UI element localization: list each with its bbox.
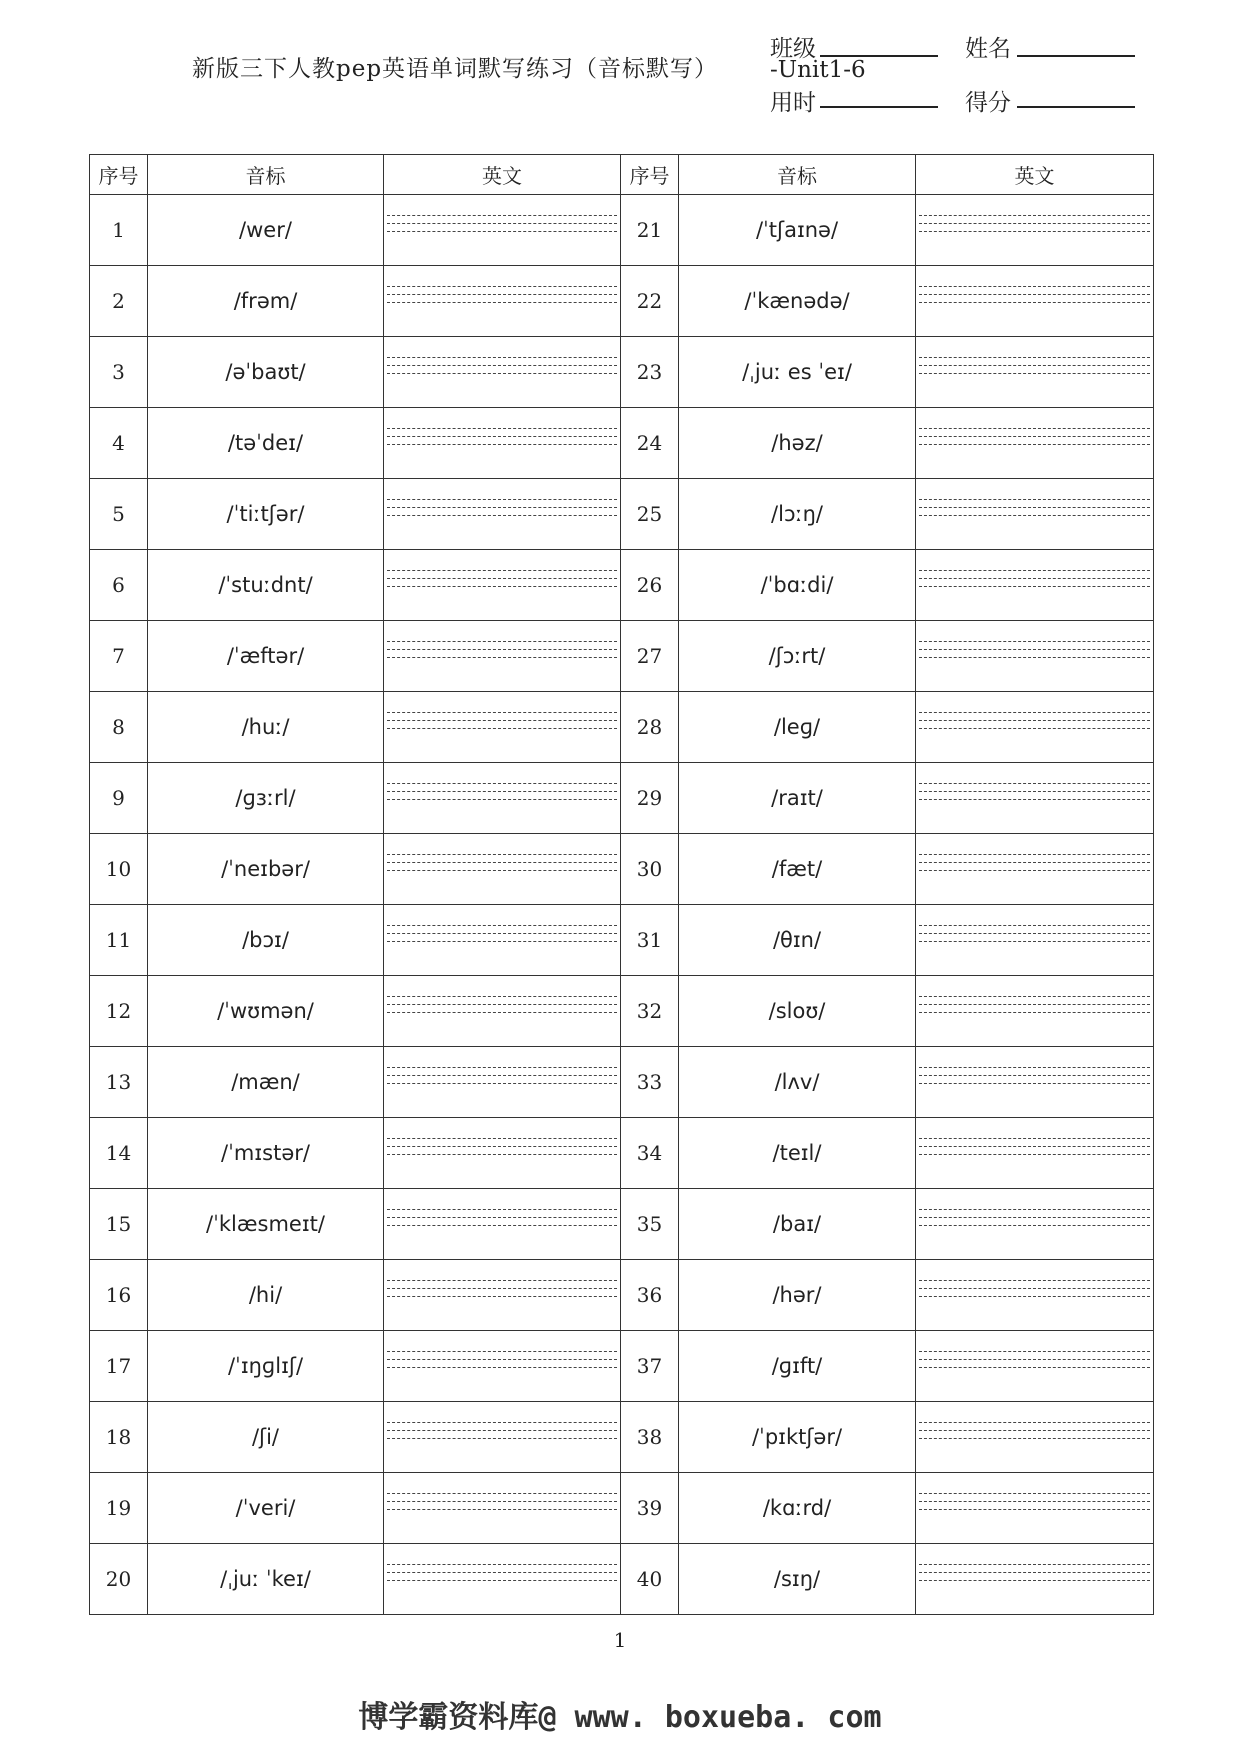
phonetic-cell: /təˈdeɪ/ — [148, 408, 384, 479]
phonetic-cell: /wer/ — [148, 195, 384, 266]
writing-guide-line — [387, 436, 617, 437]
writing-guide-line — [919, 996, 1150, 997]
name-blank[interactable] — [1017, 55, 1135, 57]
item-number: 3 — [90, 337, 148, 408]
writing-guide-line — [919, 1067, 1150, 1068]
item-number: 23 — [621, 337, 679, 408]
table-row — [90, 976, 1154, 1047]
writing-guide-line — [387, 799, 617, 800]
answer-cell[interactable] — [384, 692, 621, 763]
header-ipa: 音标 — [679, 155, 916, 195]
writing-guide-line — [919, 870, 1150, 871]
item-number: 9 — [90, 763, 148, 834]
table-row — [90, 1473, 1154, 1544]
writing-guide-line — [387, 1564, 617, 1565]
writing-guide-line — [919, 799, 1150, 800]
writing-guide-line — [387, 1580, 617, 1581]
writing-guide-line — [387, 712, 617, 713]
answer-cell[interactable] — [384, 266, 621, 337]
table-row — [90, 1402, 1154, 1473]
writing-guide-line — [919, 933, 1150, 934]
table-row — [90, 550, 1154, 621]
writing-guide-line — [387, 996, 617, 997]
writing-guide-line — [387, 302, 617, 303]
answer-cell[interactable] — [384, 905, 621, 976]
answer-cell[interactable] — [384, 621, 621, 692]
class-blank[interactable] — [820, 55, 938, 57]
writing-guide-line — [387, 941, 617, 942]
unit-range: -Unit1-6 — [770, 57, 866, 83]
writing-guide-line — [387, 728, 617, 729]
answer-cell[interactable] — [916, 1047, 1154, 1118]
phonetic-cell: /leɡ/ — [679, 692, 916, 763]
writing-guide-line — [387, 215, 617, 216]
phonetic-cell: /ˈklæsmeɪt/ — [148, 1189, 384, 1260]
writing-guide-line — [919, 1012, 1150, 1013]
header-english: 英文 — [916, 155, 1154, 195]
writing-guide-line — [919, 657, 1150, 658]
writing-guide-line — [919, 783, 1150, 784]
table-row — [90, 195, 1154, 266]
table-row — [90, 1047, 1154, 1118]
answer-cell[interactable] — [384, 1118, 621, 1189]
score-label: 得分 — [965, 90, 1011, 116]
item-number: 28 — [621, 692, 679, 763]
writing-guide-line — [387, 1288, 617, 1289]
writing-guide-line — [919, 1501, 1150, 1502]
item-number: 1 — [90, 195, 148, 266]
writing-guide-line — [919, 357, 1150, 358]
score-field[interactable] — [965, 84, 1011, 117]
writing-guide-line — [387, 1493, 617, 1494]
table-row — [90, 1331, 1154, 1402]
item-number: 18 — [90, 1402, 148, 1473]
writing-guide-line — [919, 712, 1150, 713]
phonetic-cell: /lɔːŋ/ — [679, 479, 916, 550]
writing-guide-line — [387, 586, 617, 587]
writing-guide-line — [387, 1154, 617, 1155]
answer-cell[interactable] — [384, 763, 621, 834]
writing-guide-line — [387, 783, 617, 784]
phonetic-cell: /ˈmɪstər/ — [148, 1118, 384, 1189]
answer-cell[interactable] — [916, 337, 1154, 408]
phonetic-cell: /sloʊ/ — [679, 976, 916, 1047]
phonetic-cell: /ˈbɑːdi/ — [679, 550, 916, 621]
item-number: 5 — [90, 479, 148, 550]
header-ipa: 音标 — [148, 155, 384, 195]
answer-cell[interactable] — [916, 266, 1154, 337]
writing-guide-line — [919, 1146, 1150, 1147]
writing-guide-line — [387, 854, 617, 855]
item-number: 33 — [621, 1047, 679, 1118]
writing-guide-line — [387, 515, 617, 516]
phonetic-cell: /teɪl/ — [679, 1118, 916, 1189]
writing-guide-line — [387, 507, 617, 508]
item-number: 4 — [90, 408, 148, 479]
writing-guide-line — [919, 215, 1150, 216]
writing-guide-line — [919, 1493, 1150, 1494]
writing-guide-line — [387, 1225, 617, 1226]
answer-cell[interactable] — [916, 550, 1154, 621]
writing-guide-line — [919, 1217, 1150, 1218]
answer-cell[interactable] — [384, 408, 621, 479]
name-label: 姓名 — [965, 36, 1011, 62]
page-number: 1 — [613, 1628, 627, 1652]
writing-guide-line — [387, 1351, 617, 1352]
answer-cell[interactable] — [916, 621, 1154, 692]
answer-cell[interactable] — [916, 1260, 1154, 1331]
writing-guide-line — [919, 720, 1150, 721]
item-number: 24 — [621, 408, 679, 479]
writing-guide-line — [919, 1580, 1150, 1581]
writing-guide-line — [919, 586, 1150, 587]
phonetic-cell: /ɡɪft/ — [679, 1331, 916, 1402]
phonetic-cell: /hər/ — [679, 1260, 916, 1331]
class-label: 班级 — [770, 36, 816, 62]
writing-guide-line — [919, 791, 1150, 792]
time-blank[interactable] — [820, 106, 938, 108]
phonetic-cell: /lʌv/ — [679, 1047, 916, 1118]
time-label: 用时 — [770, 90, 816, 116]
answer-cell[interactable] — [384, 550, 621, 621]
item-number: 21 — [621, 195, 679, 266]
answer-cell[interactable] — [916, 408, 1154, 479]
table-row — [90, 1544, 1154, 1615]
phonetic-cell: /frəm/ — [148, 266, 384, 337]
answer-cell[interactable] — [384, 1189, 621, 1260]
table-header-row — [90, 155, 1154, 195]
answer-cell[interactable] — [916, 479, 1154, 550]
writing-guide-line — [387, 1509, 617, 1510]
watermark: 博学霸资料库@ www. boxueba. com — [358, 1700, 882, 1735]
item-number: 12 — [90, 976, 148, 1047]
answer-cell[interactable] — [384, 195, 621, 266]
table-row — [90, 1118, 1154, 1189]
item-number: 22 — [621, 266, 679, 337]
writing-guide-line — [387, 925, 617, 926]
writing-guide-line — [919, 1422, 1150, 1423]
answer-cell[interactable] — [916, 834, 1154, 905]
item-number: 35 — [621, 1189, 679, 1260]
phonetic-cell: /ˈstuːdnt/ — [148, 550, 384, 621]
answer-cell[interactable] — [916, 1402, 1154, 1473]
answer-cell[interactable] — [384, 1331, 621, 1402]
answer-cell[interactable] — [916, 692, 1154, 763]
name-field[interactable] — [965, 30, 1011, 63]
table-row — [90, 337, 1154, 408]
writing-guide-line — [919, 854, 1150, 855]
item-number: 38 — [621, 1402, 679, 1473]
writing-guide-line — [387, 444, 617, 445]
answer-cell[interactable] — [384, 976, 621, 1047]
header-num: 序号 — [90, 155, 148, 195]
phonetic-cell: /huː/ — [148, 692, 384, 763]
writing-guide-line — [387, 657, 617, 658]
item-number: 15 — [90, 1189, 148, 1260]
score-blank[interactable] — [1017, 106, 1135, 108]
writing-guide-line — [919, 649, 1150, 650]
writing-guide-line — [387, 1138, 617, 1139]
phonetic-cell: /fæt/ — [679, 834, 916, 905]
writing-guide-line — [919, 1438, 1150, 1439]
answer-cell[interactable] — [384, 1402, 621, 1473]
writing-guide-line — [387, 231, 617, 232]
item-number: 10 — [90, 834, 148, 905]
writing-guide-line — [919, 1351, 1150, 1352]
writing-guide-line — [387, 791, 617, 792]
writing-guide-line — [919, 925, 1150, 926]
writing-guide-line — [919, 1367, 1150, 1368]
writing-guide-line — [919, 1430, 1150, 1431]
table-row — [90, 266, 1154, 337]
phonetic-cell: /baɪ/ — [679, 1189, 916, 1260]
phonetic-cell: /hi/ — [148, 1260, 384, 1331]
item-number: 19 — [90, 1473, 148, 1544]
item-number: 2 — [90, 266, 148, 337]
writing-guide-line — [387, 365, 617, 366]
answer-cell[interactable] — [384, 1260, 621, 1331]
item-number: 36 — [621, 1260, 679, 1331]
writing-guide-line — [387, 578, 617, 579]
table-row — [90, 408, 1154, 479]
writing-guide-line — [387, 1083, 617, 1084]
writing-guide-line — [919, 570, 1150, 571]
phonetic-cell: /ʃi/ — [148, 1402, 384, 1473]
table-row — [90, 905, 1154, 976]
writing-guide-line — [387, 1501, 617, 1502]
writing-guide-line — [387, 649, 617, 650]
phonetic-cell: /ɡɜːrl/ — [148, 763, 384, 834]
phonetic-cell: /ˈɪŋɡlɪʃ/ — [148, 1331, 384, 1402]
answer-cell[interactable] — [916, 1189, 1154, 1260]
phonetic-cell: /bɔɪ/ — [148, 905, 384, 976]
item-number: 25 — [621, 479, 679, 550]
table-row — [90, 692, 1154, 763]
writing-guide-line — [387, 1146, 617, 1147]
table-row — [90, 1189, 1154, 1260]
answer-cell[interactable] — [916, 195, 1154, 266]
writing-guide-line — [387, 294, 617, 295]
writing-guide-line — [387, 1367, 617, 1368]
phonetic-cell: /ˈæftər/ — [148, 621, 384, 692]
writing-guide-line — [919, 728, 1150, 729]
writing-guide-line — [919, 641, 1150, 642]
writing-guide-line — [387, 720, 617, 721]
answer-cell[interactable] — [384, 337, 621, 408]
writing-guide-line — [919, 1288, 1150, 1289]
writing-guide-line — [919, 373, 1150, 374]
writing-guide-line — [919, 515, 1150, 516]
answer-cell[interactable] — [916, 1331, 1154, 1402]
writing-guide-line — [387, 1280, 617, 1281]
phonetic-cell: /əˈbaʊt/ — [148, 337, 384, 408]
writing-guide-line — [919, 1075, 1150, 1076]
writing-guide-line — [919, 1138, 1150, 1139]
phonetic-cell: /ˈkænədə/ — [679, 266, 916, 337]
writing-guide-line — [387, 1438, 617, 1439]
table-row — [90, 621, 1154, 692]
answer-cell[interactable] — [384, 1544, 621, 1615]
item-number: 26 — [621, 550, 679, 621]
writing-guide-line — [919, 941, 1150, 942]
writing-guide-line — [387, 499, 617, 500]
header-english: 英文 — [384, 155, 621, 195]
writing-guide-line — [919, 223, 1150, 224]
item-number: 31 — [621, 905, 679, 976]
writing-guide-line — [919, 862, 1150, 863]
writing-guide-line — [387, 1359, 617, 1360]
answer-cell[interactable] — [384, 1473, 621, 1544]
writing-guide-line — [387, 286, 617, 287]
writing-guide-line — [919, 1004, 1150, 1005]
item-number: 17 — [90, 1331, 148, 1402]
writing-guide-line — [919, 1154, 1150, 1155]
writing-guide-line — [919, 286, 1150, 287]
item-number: 13 — [90, 1047, 148, 1118]
writing-guide-line — [387, 373, 617, 374]
answer-cell[interactable] — [916, 763, 1154, 834]
writing-guide-line — [919, 1225, 1150, 1226]
writing-guide-line — [387, 1572, 617, 1573]
writing-guide-line — [919, 1209, 1150, 1210]
phonetic-cell: /θɪn/ — [679, 905, 916, 976]
answer-cell[interactable] — [384, 1047, 621, 1118]
writing-guide-line — [387, 1004, 617, 1005]
writing-guide-line — [387, 357, 617, 358]
item-number: 8 — [90, 692, 148, 763]
writing-guide-line — [387, 570, 617, 571]
answer-cell[interactable] — [384, 834, 621, 905]
writing-guide-line — [919, 302, 1150, 303]
writing-guide-line — [387, 1209, 617, 1210]
answer-cell[interactable] — [916, 1473, 1154, 1544]
writing-guide-line — [919, 444, 1150, 445]
writing-guide-line — [919, 428, 1150, 429]
answer-cell[interactable] — [916, 976, 1154, 1047]
writing-guide-line — [387, 1012, 617, 1013]
page-title: 新版三下人教pep英语单词默写练习（音标默写） — [192, 56, 719, 82]
writing-guide-line — [387, 870, 617, 871]
writing-guide-line — [387, 862, 617, 863]
answer-cell[interactable] — [916, 1118, 1154, 1189]
phonetic-cell: /ˈtʃaɪnə/ — [679, 195, 916, 266]
answer-cell[interactable] — [916, 1544, 1154, 1615]
writing-guide-line — [919, 1359, 1150, 1360]
table-row — [90, 479, 1154, 550]
answer-cell[interactable] — [384, 479, 621, 550]
writing-guide-line — [919, 1296, 1150, 1297]
writing-guide-line — [387, 1075, 617, 1076]
item-number: 37 — [621, 1331, 679, 1402]
writing-guide-line — [387, 1067, 617, 1068]
dictation-table — [89, 154, 1154, 1615]
item-number: 30 — [621, 834, 679, 905]
item-number: 16 — [90, 1260, 148, 1331]
writing-guide-line — [387, 641, 617, 642]
writing-guide-line — [387, 933, 617, 934]
writing-guide-line — [919, 499, 1150, 500]
writing-guide-line — [919, 1509, 1150, 1510]
writing-guide-line — [919, 365, 1150, 366]
writing-guide-line — [919, 1572, 1150, 1573]
writing-guide-line — [919, 507, 1150, 508]
item-number: 40 — [621, 1544, 679, 1615]
time-field[interactable] — [770, 84, 816, 117]
phonetic-cell: /ˌjuː ˈkeɪ/ — [148, 1544, 384, 1615]
item-number: 11 — [90, 905, 148, 976]
item-number: 34 — [621, 1118, 679, 1189]
item-number: 32 — [621, 976, 679, 1047]
item-number: 14 — [90, 1118, 148, 1189]
item-number: 7 — [90, 621, 148, 692]
writing-guide-line — [387, 1422, 617, 1423]
writing-guide-line — [919, 436, 1150, 437]
writing-guide-line — [919, 1083, 1150, 1084]
phonetic-cell: /ˈpɪktʃər/ — [679, 1402, 916, 1473]
phonetic-cell: /raɪt/ — [679, 763, 916, 834]
phonetic-cell: /mæn/ — [148, 1047, 384, 1118]
phonetic-cell: /həz/ — [679, 408, 916, 479]
table-row — [90, 1260, 1154, 1331]
phonetic-cell: /sɪŋ/ — [679, 1544, 916, 1615]
phonetic-cell: /ˈveri/ — [148, 1473, 384, 1544]
table-row — [90, 834, 1154, 905]
class-field[interactable] — [770, 30, 816, 63]
writing-guide-line — [387, 1217, 617, 1218]
item-number: 20 — [90, 1544, 148, 1615]
phonetic-cell: /kɑːrd/ — [679, 1473, 916, 1544]
writing-guide-line — [919, 578, 1150, 579]
writing-guide-line — [387, 428, 617, 429]
phonetic-cell: /ˈneɪbər/ — [148, 834, 384, 905]
answer-cell[interactable] — [916, 905, 1154, 976]
item-number: 39 — [621, 1473, 679, 1544]
phonetic-cell: /ˈwʊmən/ — [148, 976, 384, 1047]
writing-guide-line — [919, 231, 1150, 232]
writing-guide-line — [387, 223, 617, 224]
header-num: 序号 — [621, 155, 679, 195]
writing-guide-line — [919, 1280, 1150, 1281]
phonetic-cell: /ʃɔːrt/ — [679, 621, 916, 692]
item-number: 29 — [621, 763, 679, 834]
writing-guide-line — [387, 1430, 617, 1431]
writing-guide-line — [919, 1564, 1150, 1565]
writing-guide-line — [919, 294, 1150, 295]
table-row — [90, 763, 1154, 834]
item-number: 6 — [90, 550, 148, 621]
phonetic-cell: /ˈtiːtʃər/ — [148, 479, 384, 550]
writing-guide-line — [387, 1296, 617, 1297]
item-number: 27 — [621, 621, 679, 692]
phonetic-cell: /ˌjuː es ˈeɪ/ — [679, 337, 916, 408]
